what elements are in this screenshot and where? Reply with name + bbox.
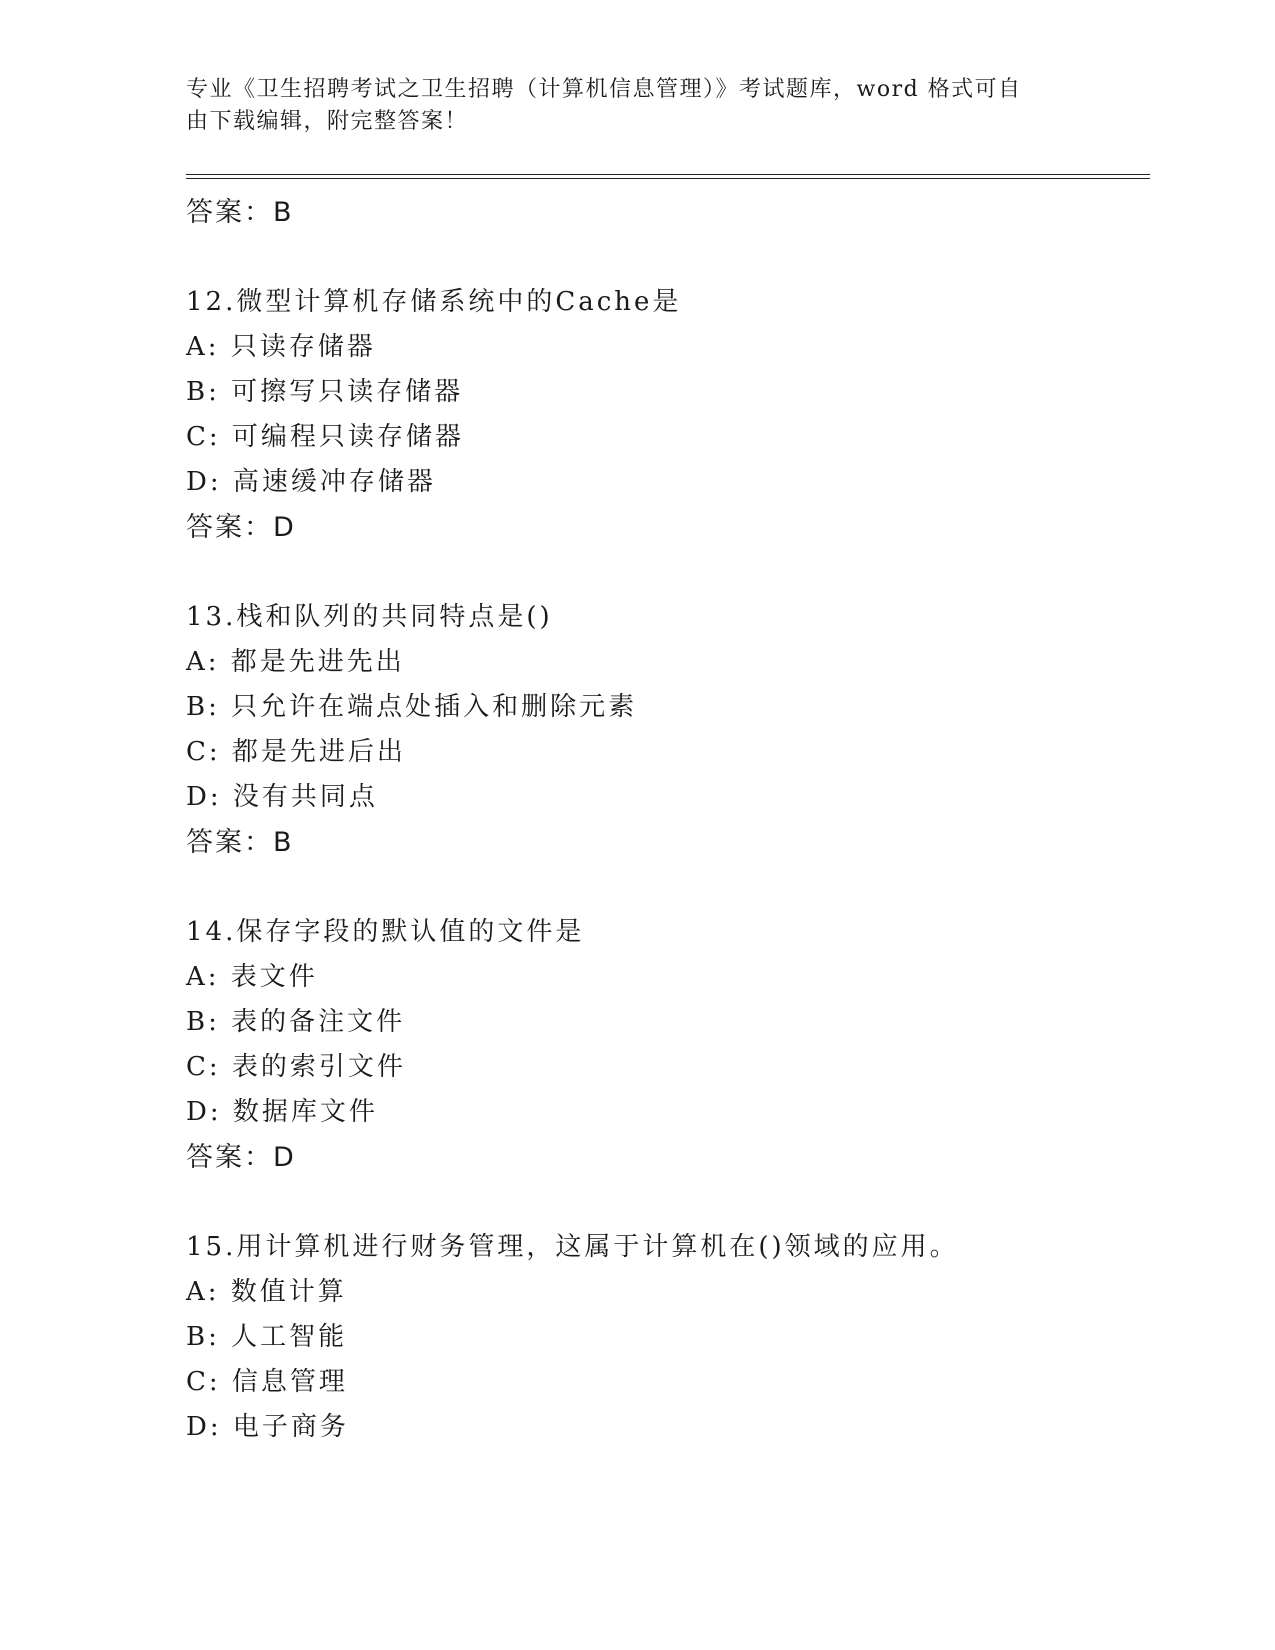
option-b: B: 只允许在端点处插入和删除元素 <box>186 692 638 722</box>
question-block-15 <box>186 1225 1150 1450</box>
option-c: C: 信息管理 <box>186 1367 348 1397</box>
answer-line: 答案：B <box>186 827 294 858</box>
option-d: D: 高速缓冲存储器 <box>186 467 436 497</box>
option-c: C: 都是先进后出 <box>186 737 406 767</box>
question-block-14 <box>186 910 1150 1180</box>
spacer <box>186 550 1150 595</box>
spacer <box>186 1180 1150 1225</box>
question-block-12 <box>186 280 1150 550</box>
header-line-1: 专业《卫生招聘考试之卫生招聘（计算机信息管理）》考试题库，word 格式可自 <box>186 77 1022 102</box>
spacer <box>186 865 1150 910</box>
answer-line: 答案：D <box>186 1142 296 1173</box>
question-stem: 12.微型计算机存储系统中的Cache是 <box>186 287 682 317</box>
question-stem: 14.保存字段的默认值的文件是 <box>186 917 585 947</box>
option-b: B: 可擦写只读存储器 <box>186 377 464 407</box>
option-a: A: 都是先进先出 <box>186 647 405 677</box>
question-stem: 13.栈和队列的共同特点是() <box>186 602 553 632</box>
header-rule-bottom <box>186 178 1150 179</box>
option-d: D: 电子商务 <box>186 1412 349 1442</box>
option-a: A: 数值计算 <box>186 1277 347 1307</box>
option-b: B: 表的备注文件 <box>186 1007 406 1037</box>
option-c: C: 表的索引文件 <box>186 1052 406 1082</box>
header-rule-top <box>186 174 1150 175</box>
answer-line: 答案：B <box>186 197 294 228</box>
option-d: D: 没有共同点 <box>186 782 378 812</box>
option-c: C: 可编程只读存储器 <box>186 422 464 452</box>
option-d: D: 数据库文件 <box>186 1097 378 1127</box>
question-list <box>186 190 1150 1450</box>
document-header <box>186 74 1086 138</box>
option-a: A: 只读存储器 <box>186 332 376 362</box>
option-b: B: 人工智能 <box>186 1322 348 1352</box>
option-a: A: 表文件 <box>186 962 318 992</box>
header-line-2: 由下载编辑，附完整答案！ <box>186 109 469 134</box>
question-stem: 15.用计算机进行财务管理，这属于计算机在()领域的应用。 <box>186 1232 959 1262</box>
spacer <box>186 235 1150 280</box>
answer-line: 答案：D <box>186 512 296 543</box>
question-block-13 <box>186 595 1150 865</box>
